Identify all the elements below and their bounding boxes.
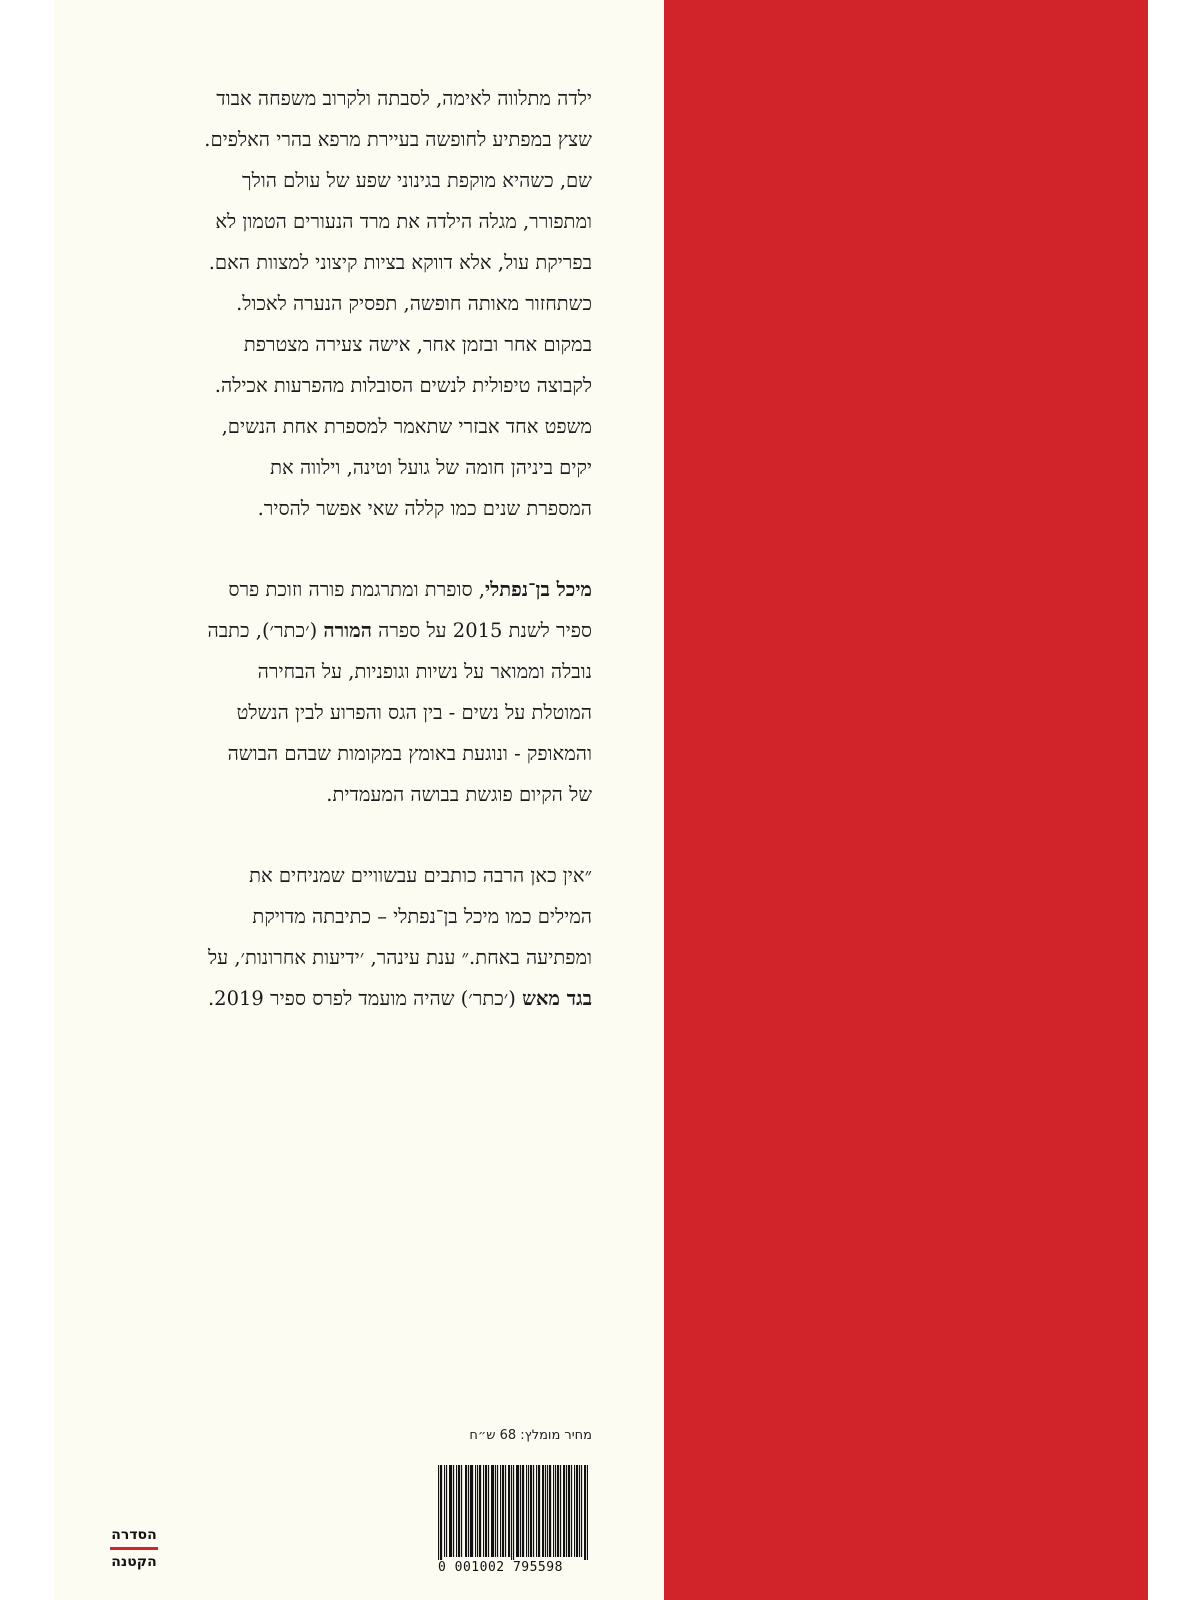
barcode-bar: [483, 1465, 484, 1557]
barcode-bar: [557, 1465, 558, 1557]
author-name: מיכל בן־נפתלי: [484, 578, 592, 601]
barcode-number: 0 001002 795598: [438, 1560, 588, 1575]
author-bio-text: ספיר לשנת 2015 על ספרה: [371, 619, 592, 642]
review-line: [110, 978, 592, 1019]
synopsis-line: המספרת שנים כמו קללה שאי אפשר להסיר.: [257, 497, 592, 520]
barcode-bar: [563, 1465, 564, 1557]
author-bio-line: נובלה וממואר על נשיות וגופניות, על הבחירה: [257, 660, 592, 683]
barcode-bar: [543, 1465, 544, 1557]
barcode-bar: [539, 1465, 540, 1557]
synopsis-line: ומתפורר, מגלה הילדה את מרד הנעורים הטמון לא: [215, 210, 592, 233]
barcode-bar: [461, 1465, 462, 1557]
barcode-bar: [542, 1465, 543, 1557]
synopsis-line: לקבוצה טיפולית לנשים הסובלות מהפרעות אכילה.: [214, 374, 592, 397]
barcode-bar: [547, 1465, 548, 1557]
barcode-bar: [558, 1465, 559, 1557]
barcode-bar: [538, 1465, 539, 1557]
barcode-bar: [479, 1465, 480, 1557]
barcode-bar: [518, 1465, 519, 1557]
barcode-bar: [471, 1465, 472, 1557]
barcode-bar: [438, 1465, 439, 1563]
text-column: [110, 78, 592, 1019]
barcode-bar: [470, 1465, 471, 1557]
barcode-bar: [523, 1465, 524, 1557]
barcode-bar: [564, 1465, 565, 1557]
barcode-bar: [584, 1465, 585, 1563]
barcode-bar: [536, 1465, 537, 1557]
barcode-bar: [466, 1465, 467, 1557]
barcode-bar: [509, 1465, 510, 1557]
barcode-bar: [477, 1465, 478, 1557]
barcode-bar: [574, 1465, 575, 1557]
barcode-bar: [528, 1465, 529, 1557]
barcode-bar: [560, 1465, 561, 1557]
barcode-bar: [520, 1465, 521, 1557]
author-bio-line: [110, 569, 592, 610]
barcode-bar: [502, 1465, 503, 1557]
barcode-bar: [456, 1465, 457, 1557]
barcode-bar: [503, 1465, 504, 1557]
barcode-bar: [449, 1465, 450, 1557]
barcode-bar: [480, 1465, 481, 1557]
synopsis-line: שם, כשהיא מוקפת בגינוני שפע של עולם הולך: [242, 169, 592, 192]
barcode-bar: [553, 1465, 554, 1557]
barcode-bar: [579, 1465, 580, 1557]
barcode-bar: [550, 1465, 551, 1557]
barcode: [438, 1465, 588, 1575]
book-title: המורה: [323, 619, 372, 642]
barcode-bar: [530, 1465, 531, 1557]
barcode-bar: [568, 1465, 569, 1557]
review-text: (׳כתר׳) שהיה מועמד לפרס ספיר 2019.: [207, 987, 523, 1010]
barcode-bar: [545, 1465, 546, 1557]
author-bio-text: (׳כתר׳), כתבה: [207, 619, 324, 642]
barcode-bar: [468, 1465, 469, 1557]
synopsis: [110, 78, 592, 529]
barcode-bar: [444, 1465, 445, 1557]
barcode-bar: [531, 1465, 532, 1557]
synopsis-line: כשתחזור מאותה חופשה, תפסיק הנערה לאכול.: [236, 292, 592, 315]
barcode-bar: [549, 1465, 550, 1557]
barcode-bar: [472, 1465, 473, 1557]
barcode-bar: [526, 1465, 527, 1557]
synopsis-line: יקים ביניהן חומה של גועל וטינה, וילווה את: [270, 456, 592, 479]
barcode-bar: [500, 1465, 501, 1557]
author-bio-text: , סופרת ומתרגמת פורה וזוכת פרס: [228, 578, 485, 601]
barcode-bar: [587, 1465, 588, 1563]
barcode-bar: [581, 1465, 582, 1557]
reviewed-book-title: בגד מאש: [522, 987, 592, 1010]
barcode-bar: [497, 1465, 498, 1557]
review-line: ומפתיעה באחת.״ ענת עינהר, ׳ידיעות אחרונות׳, על: [207, 946, 592, 969]
barcode-bar: [492, 1465, 493, 1557]
publisher-logo-divider: [110, 1547, 158, 1550]
barcode-bar: [485, 1465, 486, 1557]
barcode-bar: [451, 1465, 452, 1557]
barcode-bar: [569, 1465, 570, 1557]
publisher-logo: [106, 1526, 162, 1571]
barcode-bar: [516, 1465, 517, 1557]
barcode-bar: [555, 1465, 556, 1557]
barcode-bar: [511, 1465, 512, 1563]
barcode-bar: [505, 1465, 506, 1557]
synopsis-line: במקום אחר ובזמן אחר, אישה צעירה מצטרפת: [243, 333, 592, 356]
barcode-bar: [522, 1465, 523, 1557]
barcode-bar: [517, 1465, 518, 1557]
barcode-bar: [450, 1465, 451, 1557]
barcode-bar: [566, 1465, 567, 1557]
barcode-bar: [486, 1465, 487, 1557]
barcode-bar: [465, 1465, 466, 1557]
barcode-bar: [491, 1465, 492, 1557]
barcode-bar: [446, 1465, 447, 1557]
synopsis-line: בפריקת עול, אלא דווקא בציות קיצוני למצוות האם.: [208, 251, 592, 274]
barcode-bar: [453, 1465, 454, 1557]
synopsis-line: ילדה מתלווה לאימה, לסבתה ולקרוב משפחה אבוד: [216, 87, 592, 110]
barcode-bar: [440, 1465, 441, 1563]
barcode-bar: [576, 1465, 577, 1557]
barcode-bar: [533, 1465, 534, 1557]
barcode-bar: [495, 1465, 496, 1557]
review-line: ״אין כאן הרבה כותבים עבשוויים שמניחים את: [249, 864, 592, 887]
red-panel: [664, 0, 1148, 1600]
synopsis-line: שצץ במפתיע לחופשה בעיירת מרפא בהרי האלפים.: [204, 128, 592, 151]
barcode-bar: [508, 1465, 509, 1557]
barcode-bar: [493, 1465, 494, 1557]
author-bio: [110, 569, 592, 815]
barcode-bar: [513, 1465, 514, 1563]
review-line: המילים כמו מיכל בן־נפתלי – כתיבתה מדויקת: [252, 905, 592, 928]
barcode-bar: [459, 1465, 460, 1557]
publisher-logo-line1: הסדרה: [111, 1527, 157, 1543]
barcode-bar: [475, 1465, 476, 1557]
author-bio-line: המוטלת על נשים - בין הגס והפרוע לבין הנשלט: [236, 701, 592, 724]
price-label: מחיר מומלץ: 68 ש״ח: [469, 1428, 592, 1443]
barcode-bar: [488, 1465, 489, 1557]
author-bio-line: [110, 610, 592, 651]
barcode-bar: [441, 1465, 442, 1563]
barcode-bar: [585, 1465, 586, 1563]
synopsis-line: משפט אחד אבזרי שתאמר למספרת אחת הנשים,: [221, 415, 592, 438]
barcode-bar: [571, 1465, 572, 1557]
author-bio-line: והמאופק - ונוגעת באומץ במקומות שבהם הבושה: [227, 742, 592, 765]
author-bio-line: של הקיום פוגשת בבושה המעמדית.: [326, 783, 592, 806]
publisher-logo-line2: הקטנה: [111, 1554, 157, 1570]
barcode-bar: [577, 1465, 578, 1557]
barcode-bar: [458, 1465, 459, 1557]
barcode-bars: [438, 1465, 588, 1563]
review-quote: [110, 855, 592, 1019]
